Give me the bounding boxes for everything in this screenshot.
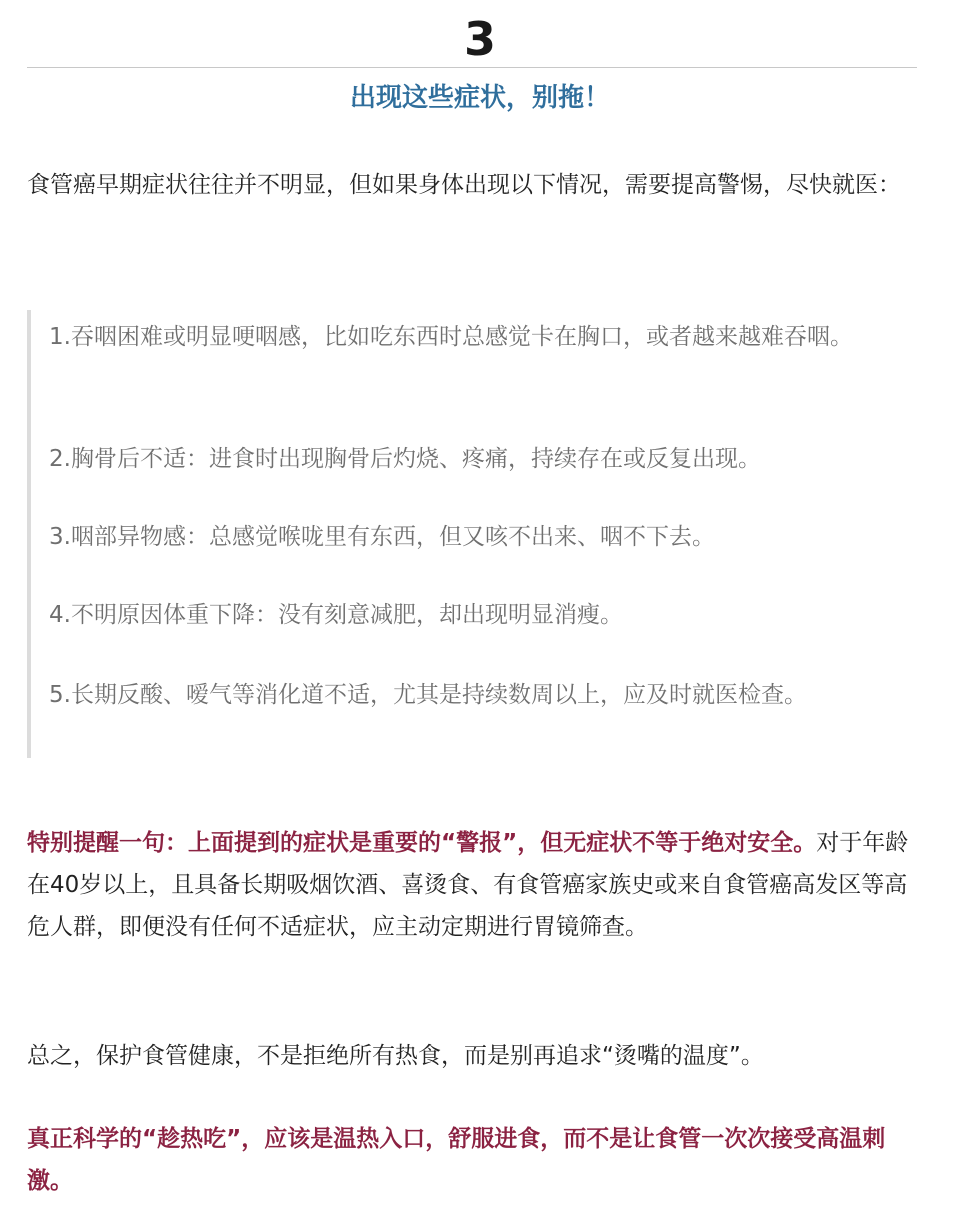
reminder-body: 对于年龄在40岁以上，且具备长期吸烟饮酒、喜烫食、有食管癌家族史或来自食管癌高发区等高危人群，即便没有任何不适症状，应主动定期进行胃镜筛查。: [27, 830, 909, 940]
intro-paragraph: 食管癌早期症状往往并不明显，但如果身体出现以下情况，需要提高警惕，尽快就医：: [27, 172, 901, 198]
closing-paragraph: 真正科学的“趁热吃”，应该是温热入口，舒服进食，而不是让食管一次次接受高温刺激。: [27, 1126, 886, 1194]
section-number: 3: [463, 12, 496, 66]
summary-paragraph: 总之，保护食管健康，不是拒绝所有热食，而是别再追求“烫嘴的温度”。: [27, 1043, 764, 1069]
divider: [27, 67, 917, 68]
symptom-list: [27, 310, 924, 758]
reminder-paragraph: [27, 822, 922, 948]
symptom-item: 5.长期反酸、嗳气等消化道不适，尤其是持续数周以上，应及时就医检查。: [49, 682, 807, 708]
symptom-item: 1.吞咽困难或明显哽咽感，比如吃东西时总感觉卡在胸口，或者越来越难吞咽。: [49, 324, 853, 350]
symptom-item: 4.不明原因体重下降：没有刻意减肥，却出现明显消瘦。: [49, 602, 623, 628]
section-title: 出现这些症状，别拖！: [349, 83, 610, 113]
symptom-item: 3.咽部异物感：总感觉喉咙里有东西，但又咳不出来、咽不下去。: [49, 524, 715, 550]
symptom-item: 2.胸骨后不适：进食时出现胸骨后灼烧、疼痛，持续存在或反复出现。: [49, 446, 761, 472]
reminder-emphasis: 特别提醒一句：上面提到的症状是重要的“警报”，但无症状不等于绝对安全。: [27, 830, 817, 856]
